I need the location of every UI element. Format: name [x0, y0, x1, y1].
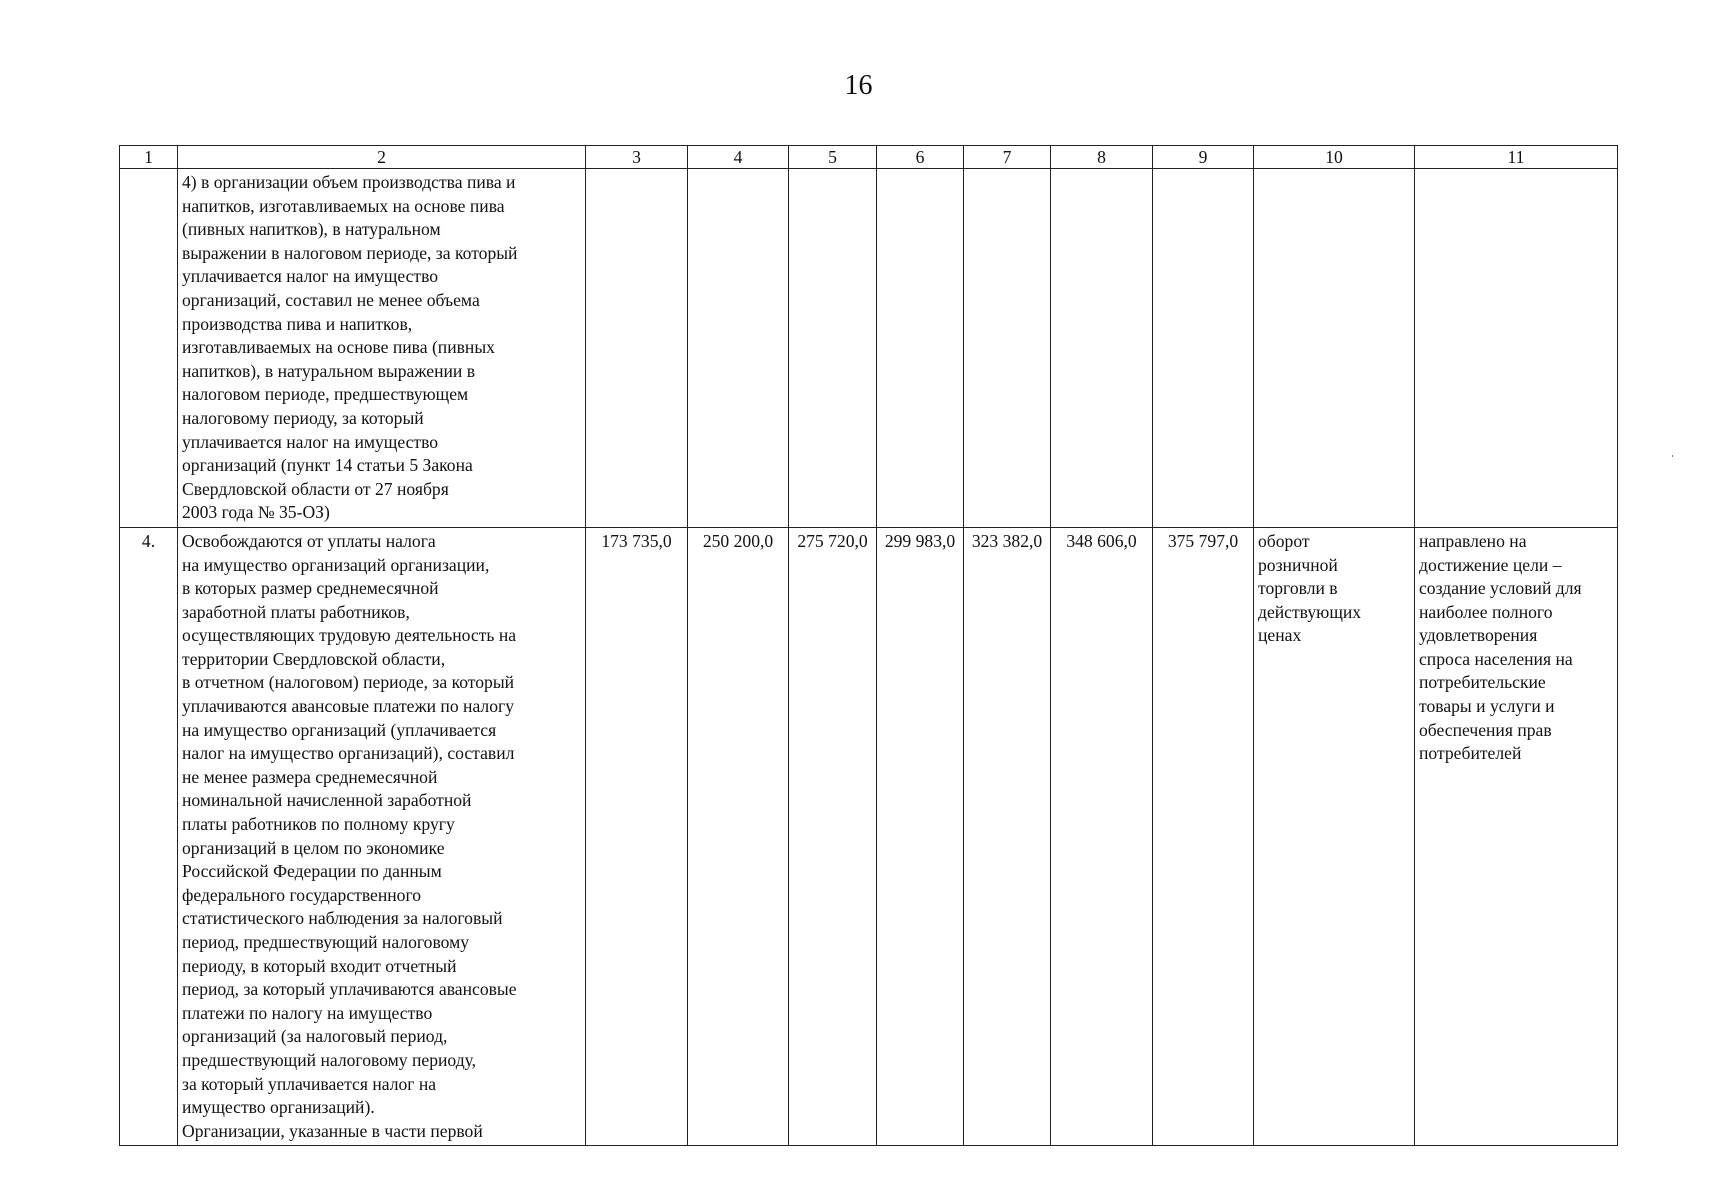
text-line: в отчетном (налоговом) периоде, за который [182, 672, 515, 693]
text-line: на имущество организаций организации, [182, 554, 490, 575]
text-line: ценах [1258, 625, 1302, 646]
text-line: потребительские [1419, 672, 1546, 693]
text-line: уплачиваются авансовые платежи по налогу [182, 696, 515, 717]
text-line: торговли в [1258, 578, 1338, 599]
value-cell [688, 169, 789, 528]
text-line: статистического наблюдения за налоговый [182, 908, 503, 929]
text-line: Российской Федерации по данным [182, 861, 442, 882]
value-cell: 173 735,0 [586, 527, 688, 1145]
value-cell [1153, 169, 1254, 528]
value-cell: 375 797,0 [1153, 527, 1254, 1145]
value-cell: 348 606,0 [1051, 527, 1153, 1145]
column-header-7: 7 [964, 146, 1051, 169]
text-line: (пивных напитков), в натуральном [182, 219, 441, 240]
text-line: на имущество организаций (уплачивается [182, 719, 497, 740]
text-line: организаций (пункт 14 статьи 5 Закона [182, 455, 473, 476]
value-cell: 299 983,0 [877, 527, 964, 1145]
text-line: не менее размера среднемесячной [182, 766, 438, 787]
text-line: за который уплачивается налог на [182, 1073, 437, 1094]
text-line: розничной [1258, 554, 1338, 575]
text-line: Организации, указанные в части первой [182, 1120, 483, 1141]
text-line: уплачивается налог на имущество [182, 431, 439, 452]
value-cell [1051, 169, 1153, 528]
column-header-8: 8 [1051, 146, 1153, 169]
text-line: платы работников по полному кругу [182, 814, 455, 835]
text-line: обеспечения прав [1419, 719, 1552, 740]
text-line: территории Свердловской области, [182, 648, 446, 669]
text-line: напитков), в натуральном выражении в [182, 360, 476, 381]
text-line: период, предшествующий налоговому [182, 932, 470, 952]
text-line: организаций, составил не менее объема [182, 289, 480, 310]
column-header-6: 6 [877, 146, 964, 169]
column-header-10: 10 [1254, 146, 1415, 169]
text-line: федерального государственного [182, 884, 422, 905]
text-line: действующих [1258, 601, 1362, 622]
page-number: 16 [844, 70, 873, 101]
value-cell [586, 169, 688, 528]
text-line: выражении в налоговом периоде, за который [182, 242, 518, 263]
value-cell [789, 169, 877, 528]
text-line: достижение цели – [1419, 554, 1562, 575]
text-line: осуществляющих трудовую деятельность на [182, 625, 517, 646]
value-cell [964, 169, 1051, 528]
column-header-4: 4 [688, 146, 789, 169]
text-line: заработной платы работников, [182, 601, 410, 622]
column-header-11: 11 [1415, 146, 1618, 169]
text-line: организаций в целом по экономике [182, 837, 445, 858]
row-description [178, 169, 586, 528]
text-line: Свердловской области от 27 ноября [182, 478, 449, 499]
text-line: оборот [1258, 530, 1310, 551]
column-header-5: 5 [789, 146, 877, 169]
row-number [120, 169, 178, 528]
column-header-3: 3 [586, 146, 688, 169]
row-number: 4. [120, 527, 178, 1145]
text-line: 2003 года № 35-ОЗ) [182, 502, 330, 523]
text-line: создание условий для [1419, 578, 1582, 599]
text-line: Освобождаются от уплаты налога [182, 530, 436, 551]
goal-cell [1415, 527, 1618, 1145]
value-cell: 275 720,0 [789, 527, 877, 1145]
column-header-2: 2 [178, 146, 586, 169]
goal-cell [1415, 169, 1618, 528]
text-line: платежи по налогу на имущество [182, 1002, 433, 1023]
text-line: имущество организаций). [182, 1097, 375, 1118]
value-cell: 250 200,0 [688, 527, 789, 1145]
text-line: направлено на [1419, 530, 1527, 551]
column-header-9: 9 [1153, 146, 1254, 169]
text-line: номинальной начисленной заработной [182, 790, 472, 811]
text-line: периоду, в который входит отчетный [182, 955, 457, 976]
indicator-cell [1254, 169, 1415, 528]
text-line: изготавливаемых на основе пива (пивных [182, 337, 495, 358]
text-line: 4) в организации объем производства пива и [182, 172, 516, 192]
table-row [120, 527, 1618, 1145]
text-line: в которых размер среднемесячной [182, 578, 439, 599]
value-cell: 323 382,0 [964, 527, 1051, 1145]
data-table [119, 145, 1618, 1146]
indicator-cell [1254, 527, 1415, 1145]
scan-speck [1672, 455, 1673, 457]
text-line: уплачивается налог на имущество [182, 266, 439, 287]
row-description [178, 527, 586, 1145]
text-line: потребителей [1419, 743, 1522, 764]
value-cell [877, 169, 964, 528]
text-line: спроса населения на [1419, 648, 1573, 669]
table-row [120, 169, 1618, 528]
text-line: налог на имущество организаций), составил [182, 743, 515, 764]
text-line: товары и услуги и [1419, 696, 1555, 717]
text-line: налоговому периоду, за который [182, 407, 424, 428]
column-header-1: 1 [120, 146, 178, 169]
text-line: налоговом периоде, предшествующем [182, 384, 469, 405]
text-line: период, за который уплачиваются авансовые [182, 979, 517, 1000]
text-line: удовлетворения [1419, 625, 1538, 646]
table-header-row [120, 146, 1618, 169]
text-line: производства пива и напитков, [182, 313, 413, 334]
text-line: организаций (за налоговый период, [182, 1026, 448, 1047]
text-line: напитков, изготавливаемых на основе пива [182, 195, 505, 216]
text-line: наиболее полного [1419, 601, 1553, 622]
text-line: предшествующий налоговому периоду, [182, 1049, 477, 1070]
